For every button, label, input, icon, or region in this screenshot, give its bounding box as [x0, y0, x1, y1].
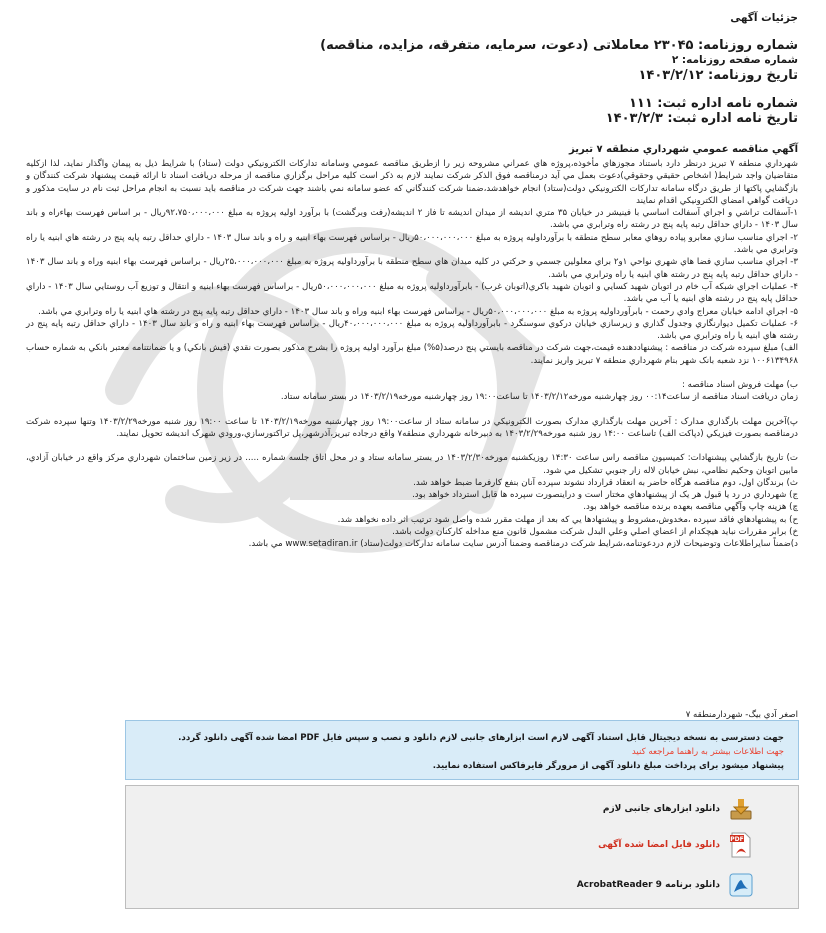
- download-signed-pdf-label: دانلود فایل امضا شده آگهی: [598, 840, 720, 850]
- download-tools-link[interactable]: [603, 796, 754, 822]
- ad-paragraph: پ)آخرين مهلت بارگذاري مدارک : آخرين مهلت بارگذاري مدارک بصورت الکترونيکي در سامانه ستاد از ساعت۱۹:۰۰ روز چهارشنبه مورخه۱۴۰۳/۲/۱۹ تا ساعت ۱۹:۰۰ روز شنبه مورخه۱۴۰۳/۲/۲۹ وتنها سپرده شرکت درمناقصه بصورت فيزيکي (دپاکت الف) تاساعت ۱۴:۰۰ روز شنبه مورخه۱۴۰۳/۲/۲۹ به دبيرخانه شهرداري منطقه۷ واقع درجاده تبريز،آذرشهر،پل تراکتورسازي،ورودي شهرک انديشه تحويل نمايند.: [26, 416, 799, 439]
- ad-paragraph: ۵- اجراي ادامه خيابان معراج وادي رحمت - بابرآورداوليه پروژه به مبلغ ۵۰،۰۰۰،۰۰۰،۰۰۰ريال - براساس فهرست بهاء ابنيه وراه و باند سال ۱۴۰۳ - داراي حداقل رتبه پايه پنج در رشته هاي ابنيه يا راه وترابري مي باشد.: [38, 306, 798, 317]
- digital-copy-notice: [125, 720, 799, 780]
- notice-line-firefox: پیشنهاد میشود برای پرداخت مبلغ دانلود آگهی از مرورگر فایرفاکس استفاده نمایید.: [432, 761, 784, 771]
- ad-paragraph: ث) برندگان اول، دوم مناقصه هرگاه حاضر به انعقاد قرارداد نشوند سپرده آنان بنفع کارفرما ضبط خواهد شد.: [413, 477, 798, 488]
- download-acrobat-link[interactable]: [577, 872, 754, 898]
- downloads-panel: [125, 785, 799, 909]
- newspaper-meta: [28, 38, 798, 83]
- ad-paragraph: شهرداري منطقه ۷ تبريز درنظر دارد باستناد مجوزهاي مأخوذه،پروژه هاي عمراني مشروحه زير را ازطريق مناقصه عمومي وسامانه تدارکات الکترونيکي دولت (ستاد) با شرايط ذيل به پيمان واگذار نمايد، لذا ازکليه متقاضيان واجد شرايط( اشخاص حقيقي وحقوقي)دعوت بعمل مي آيد درمناقصه فوق الذکر شرکت نمايند لازم به ذکر است کليه مراحل برگزاري مناقصه از مرحله دريافت اسناد تا ارائه قيمت پيشنهاد شرکت کنندگان و بازگشايي پاکتها از طريق درگاه سامانه تدارکات الکترونيکي دولت(ستاد) انجام خواهدشد،ضمنا شرکت کنندگاني که عضو سامانه نمي باشند جهت شرکت در مناقصه بايد نسبت به انجام مراحل ثبت نام در سايت مذکور و دريافت گواهي امضاي الکترونيکي اقدام نمايند: [26, 159, 798, 206]
- ad-paragraph: د)ضمناً سايراطلاعات وتوضيحات لازم دردعوتنامه،شرايط شرکت درمناقصه وضمنا آدرس سايت سامانه تدارکات دولت(ستاد) www.setadiran.ir مي باشد.: [248, 539, 798, 550]
- ad-body: [26, 158, 798, 551]
- registry-letter-number: شماره نامه اداره ثبت: ۱۱۱: [628, 96, 798, 111]
- pdf-file-icon: [728, 832, 754, 858]
- ad-paragraph: ت) تاريخ بازگشايي پيشنهادات: کميسيون مناقصه راس ساعت ۱۴:۳۰ روزيکشنبه مورخه۱۴۰۳/۲/۳۰ در بستر سامانه ستاد و در محل اتاق جلسه شماره ..... در زير زمين ساختمان شهرداري مرکز واقع در خيابان آزادي، مابين اتوبان وحکيم نظامي، نبش خيابان لاله زار جنوبي تشکيل مي شود.: [26, 453, 799, 476]
- ad-paragraph: ب) مهلت فروش اسناد مناقصه :: [682, 380, 798, 391]
- notice-line-digital-copy: جهت دسترسی به نسخه دیجیتال قابل استناد آگهی لازم است ابزارهای جانبی لازم دانلود و نصب و سپس فایل PDF امضا شده آگهی دانلود گردد.: [178, 733, 784, 743]
- page-heading: جزئیات آگهی: [730, 12, 798, 24]
- newspaper-number: شماره روزنامه: ۲۳۰۴۵ معاملاتی (دعوت، سرمایه، متفرقه، مزایده، مناقصه): [320, 38, 798, 53]
- ad-paragraph: ۱-آسفالت تراشي و اجراي آسفالت اساسي با فينيشر در خيابان ۳۵ متري انديشه از ميدان انديشه تا فاز ۲ انديشه(رفت وبرگشت) با برآورد اوليه پروژه به مبلغ ۹۲،۷۵۰،۰۰۰،۰۰۰ريال - بر اساس فهرست بهاءراه و باند سال ۱۴۰۳ - داراي حداقل رتبه پايه پنج در رشته راه وترابري مي باشد.: [26, 208, 798, 231]
- ad-paragraph: ۲- اجراي مناسب سازي معابرو پياده روهاي معابر سطح منطقه با برآورداوليه پروژه به مبلغ ۵۰،۰۰۰،۰۰۰،۰۰۰ريال - براساس فهرست بهاء ابنيه و راه و باند سال ۱۴۰۳ - داراي حداقل رتبه پايه پنج در رشته هاي ابنيه يا راه وترابري مي باشد.: [26, 232, 799, 256]
- ad-paragraph: ح) به پيشنهادهاي فاقد سپرده ،مخدوش،مشروط و پيشنهادها يي که بعد از مهلت مقرر شده واصل شود ترتيب اثر داده نخواهد شد.: [337, 514, 798, 525]
- download-tools-label: دانلود ابزارهای جانبی لازم: [602, 804, 720, 814]
- registry-meta: [28, 96, 798, 126]
- acrobat-reader-icon: [728, 872, 754, 898]
- ad-signature: اصغر آدي بيگ- شهردارمنطقه ۷: [685, 710, 798, 720]
- newspaper-date: تاریخ روزنامه: ۱۴۰۳/۲/۱۲: [638, 68, 798, 83]
- ad-paragraph: الف) مبلغ سپرده شرکت در مناقصه : پيشنهاددهنده قيمت،جهت شرکت در مناقصه بايستي پنج درصد(۵%) مبلغ برآورد اوليه پروژه را بشرح مذکور بصورت نقدي (فيش بانکي) و يا ضمانتنامه معتبر بانکي به شماره حساب ۱۰۰۶۱۳۴۹۶۸ نزد شعبه بانک شهر بنام شهرداري منطقه ۷ تبريز واريز نمايند.: [26, 343, 798, 366]
- ad-paragraph: ج) شهرداري در رد يا قبول هر يک از پيشنهادهاي مختار است و دراينصورت سپرده ها قابل استرداد خواهد بود.: [412, 490, 798, 501]
- download-acrobat-label: دانلود برنامه AcrobatReader 9: [576, 880, 720, 890]
- pdf-badge-text: PDF: [730, 836, 744, 843]
- registry-letter-date: تاریخ نامه اداره ثبت: ۱۴۰۳/۲/۳: [605, 111, 798, 126]
- ad-title: آگهي مناقصه عمومي شهرداري منطقه ۷ تبريز: [568, 144, 798, 155]
- ad-paragraph: ۶- عمليات تکميل ديوارنگاري وجدول گذاري و زيرسازي خيابان درکوي سوسنگرد - بابرآورداوليه پروژه به مبلغ ۴۰،۰۰۰،۰۰۰،۰۰۰ريال - براساس فهرست بهاء ابنيه و راه و باند سال ۱۴۰۳ - داراي حداقل رتبه پايه پنج در رشته هاي ابنيه يا راه وترابري مي باشد.: [26, 318, 798, 342]
- ad-paragraph: زمان دريافت اسناد مناقصه از ساعت۰۰:۱۴ روز چهارشنبه مورخه۱۴۰۳/۲/۱۲ تا ساعت۱۹:۰۰ روز چهارشنبه مورخه۱۴۰۳/۲/۱۹ در بستر سامانه ستاد.: [280, 392, 798, 403]
- ad-paragraph: ۴- عمليات اجراي شبکه آب خام در اتوبان شهيد کسايي و اتوبان شهيد باکري(اتوبان غرب) - بابرآورداوليه پروژه به مبلغ ۵۰،۰۰۰،۰۰۰،۰۰۰ريال - براساس فهرست بهاء ابنيه و انتقال و توزيع آب روستايي سال ۱۴۰۳ - داراي حداقل پايه پنج در رشته هاي ابنيه يا آب مي باشد.: [26, 281, 798, 305]
- ad-paragraph: چ) هزينه چاپ وآگهي مناقصه بعهده برنده مناقصه خواهد بود.: [583, 502, 798, 513]
- help-guide-link[interactable]: جهت اطلاعات بیشتر به راهنما مراجعه کنید: [631, 747, 784, 757]
- download-arrow-icon: [728, 796, 754, 822]
- ad-paragraph: خ) برابر مقررات نبايد هيچکدام از اعضاي اصلي وعلي البدل شرکت مشمول قانون منع مداخله کارکنان دولت باشد.: [392, 527, 798, 538]
- ad-paragraph: ۳- اجراي مناسب سازي فضا هاي شهري نواحي ۱و۲ براي معلولين جسمي و حرکتي در کليه ميدان هاي سطح منطقه با برآورداوليه پروژه به مبلغ ۲۵،۰۰۰،۰۰۰،۰۰۰ريال - براساس فهرست بهاء ابنيه وراه و باند سال ۱۴۰۳ - داراي حداقل رتبه پايه پنج در رشته هاي ابنيه يا راه وترابري مي باشد.: [26, 257, 798, 280]
- download-signed-pdf-link[interactable]: [598, 832, 754, 858]
- newspaper-page-number: شماره صفحه روزنامه: ۲: [671, 54, 798, 66]
